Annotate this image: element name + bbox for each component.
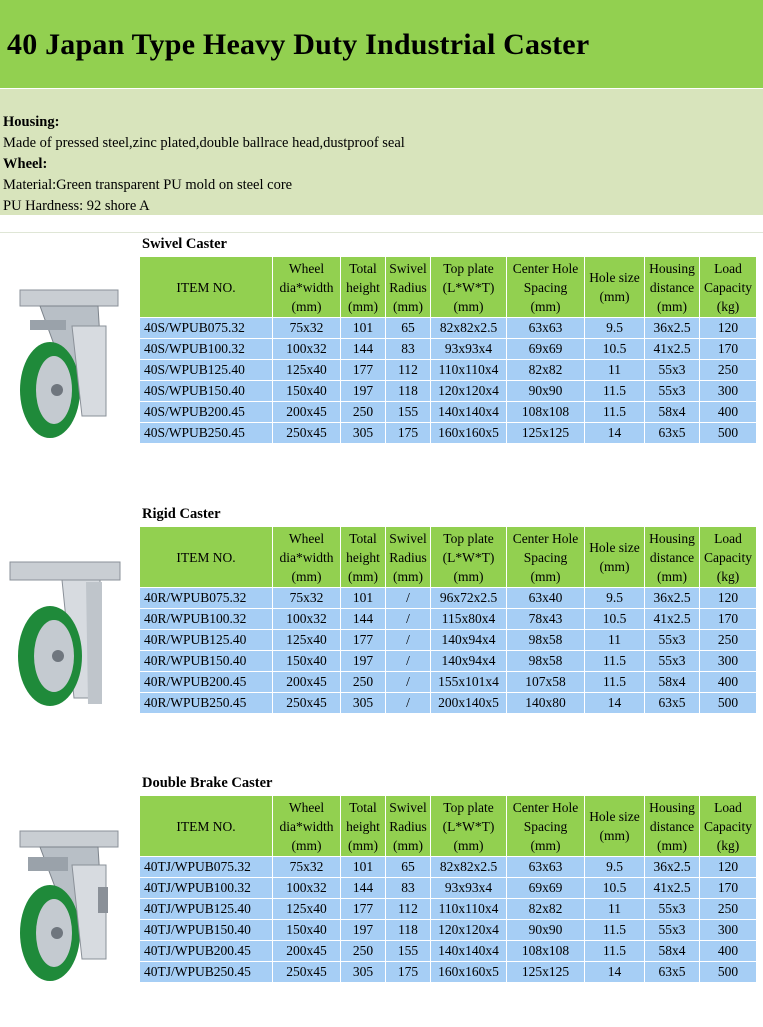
cell-plate: 110x110x4	[431, 360, 507, 381]
header-cell-height: Total height (mm)	[341, 796, 386, 857]
table-header-row	[140, 257, 757, 318]
cell-housing: 55x3	[645, 920, 700, 941]
cell-load: 170	[700, 339, 757, 360]
cell-wheel: 200x45	[273, 402, 341, 423]
cell-hole-spacing: 63x40	[507, 588, 585, 609]
table-row	[140, 651, 757, 672]
header-cell-housing: Housing distance (mm)	[645, 527, 700, 588]
cell-item: 40R/WPUB150.40	[140, 651, 273, 672]
wheel-hardness: PU Hardness: 92 shore A	[3, 198, 150, 214]
cell-item: 40TJ/WPUB075.32	[140, 857, 273, 878]
cell-item: 40S/WPUB200.45	[140, 402, 273, 423]
header-cell-load: Load Capacity (kg)	[700, 796, 757, 857]
cell-wheel: 200x45	[273, 941, 341, 962]
cell-wheel: 100x32	[273, 878, 341, 899]
cell-wheel: 200x45	[273, 672, 341, 693]
cell-load: 300	[700, 381, 757, 402]
cell-load: 170	[700, 878, 757, 899]
cell-plate: 140x140x4	[431, 402, 507, 423]
cell-item: 40S/WPUB100.32	[140, 339, 273, 360]
cell-height: 177	[341, 360, 386, 381]
cell-housing: 55x3	[645, 899, 700, 920]
table-row	[140, 899, 757, 920]
cell-item: 40TJ/WPUB125.40	[140, 899, 273, 920]
cell-hole-size: 11.5	[585, 381, 645, 402]
cell-plate: 82x82x2.5	[431, 318, 507, 339]
header-cell-hole-size: Hole size (mm)	[585, 527, 645, 588]
swivel-caster-photo	[2, 286, 136, 451]
cell-load: 400	[700, 941, 757, 962]
cell-housing: 41x2.5	[645, 878, 700, 899]
cell-hole-spacing: 98x58	[507, 651, 585, 672]
cell-plate: 160x160x5	[431, 423, 507, 444]
header-cell-item: ITEM NO.	[140, 796, 273, 857]
cell-hole-size: 11.5	[585, 651, 645, 672]
cell-hole-size: 11.5	[585, 920, 645, 941]
cell-radius: 118	[386, 920, 431, 941]
cell-height: 101	[341, 588, 386, 609]
section-title: Swivel Caster	[142, 236, 227, 252]
cell-item: 40S/WPUB150.40	[140, 381, 273, 402]
cell-wheel: 100x32	[273, 339, 341, 360]
cell-hole-spacing: 125x125	[507, 962, 585, 983]
cell-radius: /	[386, 693, 431, 714]
cell-height: 305	[341, 693, 386, 714]
table-row	[140, 941, 757, 962]
cell-load: 120	[700, 857, 757, 878]
cell-plate: 115x80x4	[431, 609, 507, 630]
cell-radius: 65	[386, 318, 431, 339]
cell-height: 144	[341, 878, 386, 899]
cell-wheel: 150x40	[273, 651, 341, 672]
cell-hole-spacing: 90x90	[507, 381, 585, 402]
cell-housing: 36x2.5	[645, 318, 700, 339]
cell-height: 144	[341, 339, 386, 360]
cell-height: 101	[341, 857, 386, 878]
cell-radius: 112	[386, 899, 431, 920]
cell-wheel: 75x32	[273, 318, 341, 339]
header-cell-height: Total height (mm)	[341, 527, 386, 588]
header-cell-radius: Swivel Radius (mm)	[386, 796, 431, 857]
cell-plate: 96x72x2.5	[431, 588, 507, 609]
cell-wheel: 125x40	[273, 360, 341, 381]
cell-wheel: 125x40	[273, 630, 341, 651]
cell-item: 40R/WPUB075.32	[140, 588, 273, 609]
cell-hole-size: 14	[585, 423, 645, 444]
cell-wheel: 250x45	[273, 962, 341, 983]
cell-load: 250	[700, 899, 757, 920]
cell-height: 250	[341, 672, 386, 693]
table-row	[140, 878, 757, 899]
cell-height: 197	[341, 651, 386, 672]
cell-hole-spacing: 108x108	[507, 402, 585, 423]
cell-item: 40TJ/WPUB250.45	[140, 962, 273, 983]
header-cell-load: Load Capacity (kg)	[700, 257, 757, 318]
cell-radius: /	[386, 630, 431, 651]
cell-item: 40R/WPUB250.45	[140, 693, 273, 714]
wheel-material: Material:Green transparent PU mold on steel core	[3, 177, 293, 193]
cell-wheel: 150x40	[273, 381, 341, 402]
cell-hole-spacing: 69x69	[507, 339, 585, 360]
cell-housing: 41x2.5	[645, 339, 700, 360]
cell-housing: 55x3	[645, 651, 700, 672]
cell-item: 40R/WPUB200.45	[140, 672, 273, 693]
cell-radius: 83	[386, 878, 431, 899]
wheel-label: Wheel:	[3, 156, 48, 172]
header-cell-radius: Swivel Radius (mm)	[386, 527, 431, 588]
spec-table	[139, 256, 757, 444]
cell-radius: 155	[386, 402, 431, 423]
cell-hole-size: 10.5	[585, 609, 645, 630]
cell-item: 40TJ/WPUB200.45	[140, 941, 273, 962]
cell-height: 177	[341, 630, 386, 651]
table-row	[140, 381, 757, 402]
cell-hole-spacing: 78x43	[507, 609, 585, 630]
cell-load: 500	[700, 693, 757, 714]
cell-wheel: 250x45	[273, 423, 341, 444]
cell-radius: /	[386, 588, 431, 609]
cell-hole-size: 14	[585, 693, 645, 714]
cell-load: 120	[700, 318, 757, 339]
table-row	[140, 609, 757, 630]
spec-table	[139, 795, 757, 983]
cell-hole-size: 11.5	[585, 402, 645, 423]
header-cell-item: ITEM NO.	[140, 257, 273, 318]
table-row	[140, 857, 757, 878]
cell-housing: 41x2.5	[645, 609, 700, 630]
cell-hole-spacing: 63x63	[507, 857, 585, 878]
cell-hole-size: 11	[585, 899, 645, 920]
cell-plate: 160x160x5	[431, 962, 507, 983]
cell-hole-size: 11	[585, 630, 645, 651]
divider	[0, 232, 763, 233]
cell-housing: 55x3	[645, 381, 700, 402]
cell-load: 300	[700, 651, 757, 672]
header-cell-plate: Top plate (L*W*T) (mm)	[431, 257, 507, 318]
cell-housing: 63x5	[645, 962, 700, 983]
table-row	[140, 360, 757, 381]
spec-table	[139, 526, 757, 714]
cell-radius: 155	[386, 941, 431, 962]
cell-housing: 63x5	[645, 423, 700, 444]
header-cell-plate: Top plate (L*W*T) (mm)	[431, 796, 507, 857]
cell-height: 305	[341, 962, 386, 983]
cell-hole-spacing: 98x58	[507, 630, 585, 651]
table-row	[140, 402, 757, 423]
header-cell-hole-size: Hole size (mm)	[585, 257, 645, 318]
cell-hole-size: 9.5	[585, 857, 645, 878]
cell-hole-size: 11	[585, 360, 645, 381]
cell-wheel: 100x32	[273, 609, 341, 630]
header-cell-housing: Housing distance (mm)	[645, 796, 700, 857]
cell-height: 250	[341, 402, 386, 423]
cell-load: 400	[700, 672, 757, 693]
header-cell-housing: Housing distance (mm)	[645, 257, 700, 318]
header-cell-height: Total height (mm)	[341, 257, 386, 318]
cell-hole-spacing: 125x125	[507, 423, 585, 444]
cell-radius: /	[386, 609, 431, 630]
table-row	[140, 630, 757, 651]
header-cell-wheel: Wheel dia*width (mm)	[273, 257, 341, 318]
page-title: 40 Japan Type Heavy Duty Industrial Caster	[7, 28, 590, 61]
header-cell-hole-spacing: Center Hole Spacing (mm)	[507, 796, 585, 857]
cell-housing: 58x4	[645, 672, 700, 693]
cell-radius: 175	[386, 423, 431, 444]
cell-item: 40R/WPUB125.40	[140, 630, 273, 651]
cell-hole-size: 9.5	[585, 588, 645, 609]
cell-item: 40TJ/WPUB100.32	[140, 878, 273, 899]
cell-hole-spacing: 82x82	[507, 360, 585, 381]
cell-plate: 110x110x4	[431, 899, 507, 920]
cell-height: 101	[341, 318, 386, 339]
cell-radius: 175	[386, 962, 431, 983]
cell-housing: 63x5	[645, 693, 700, 714]
rigid-caster-photo	[2, 558, 136, 723]
cell-item: 40R/WPUB100.32	[140, 609, 273, 630]
housing-text: Made of pressed steel,zinc plated,double ballrace head,dustproof seal	[3, 135, 405, 151]
cell-housing: 55x3	[645, 630, 700, 651]
cell-wheel: 150x40	[273, 920, 341, 941]
cell-load: 500	[700, 423, 757, 444]
cell-item: 40S/WPUB075.32	[140, 318, 273, 339]
table-row	[140, 318, 757, 339]
table-row	[140, 962, 757, 983]
table-row	[140, 920, 757, 941]
cell-height: 305	[341, 423, 386, 444]
cell-hole-spacing: 82x82	[507, 899, 585, 920]
cell-item: 40S/WPUB125.40	[140, 360, 273, 381]
cell-height: 250	[341, 941, 386, 962]
cell-plate: 120x120x4	[431, 381, 507, 402]
cell-load: 250	[700, 630, 757, 651]
section-title: Rigid Caster	[142, 506, 221, 522]
cell-item: 40S/WPUB250.45	[140, 423, 273, 444]
header-cell-item: ITEM NO.	[140, 527, 273, 588]
cell-hole-size: 14	[585, 962, 645, 983]
table-row	[140, 423, 757, 444]
cell-load: 500	[700, 962, 757, 983]
cell-plate: 140x94x4	[431, 651, 507, 672]
title-bar	[0, 0, 763, 88]
cell-plate: 93x93x4	[431, 339, 507, 360]
double-brake-caster-photo	[2, 827, 136, 992]
cell-height: 177	[341, 899, 386, 920]
cell-hole-spacing: 107x58	[507, 672, 585, 693]
cell-radius: 83	[386, 339, 431, 360]
cell-item: 40TJ/WPUB150.40	[140, 920, 273, 941]
table-row	[140, 672, 757, 693]
cell-load: 170	[700, 609, 757, 630]
table-row	[140, 339, 757, 360]
header-cell-hole-spacing: Center Hole Spacing (mm)	[507, 527, 585, 588]
cell-load: 120	[700, 588, 757, 609]
header-cell-wheel: Wheel dia*width (mm)	[273, 796, 341, 857]
info-panel	[0, 89, 763, 215]
cell-plate: 120x120x4	[431, 920, 507, 941]
cell-hole-size: 9.5	[585, 318, 645, 339]
cell-wheel: 75x32	[273, 857, 341, 878]
cell-hole-spacing: 69x69	[507, 878, 585, 899]
cell-plate: 155x101x4	[431, 672, 507, 693]
cell-radius: /	[386, 651, 431, 672]
table-header-row	[140, 527, 757, 588]
header-cell-plate: Top plate (L*W*T) (mm)	[431, 527, 507, 588]
cell-housing: 58x4	[645, 402, 700, 423]
cell-radius: /	[386, 672, 431, 693]
header-cell-hole-spacing: Center Hole Spacing (mm)	[507, 257, 585, 318]
cell-housing: 36x2.5	[645, 857, 700, 878]
cell-hole-size: 10.5	[585, 339, 645, 360]
cell-radius: 118	[386, 381, 431, 402]
cell-load: 300	[700, 920, 757, 941]
table-row	[140, 588, 757, 609]
cell-height: 144	[341, 609, 386, 630]
cell-hole-size: 10.5	[585, 878, 645, 899]
header-cell-wheel: Wheel dia*width (mm)	[273, 527, 341, 588]
cell-height: 197	[341, 920, 386, 941]
cell-hole-spacing: 90x90	[507, 920, 585, 941]
cell-hole-size: 11.5	[585, 672, 645, 693]
header-cell-radius: Swivel Radius (mm)	[386, 257, 431, 318]
table-header-row	[140, 796, 757, 857]
cell-hole-spacing: 108x108	[507, 941, 585, 962]
cell-wheel: 125x40	[273, 899, 341, 920]
cell-plate: 82x82x2.5	[431, 857, 507, 878]
cell-hole-spacing: 140x80	[507, 693, 585, 714]
housing-label: Housing:	[3, 114, 60, 130]
cell-hole-spacing: 63x63	[507, 318, 585, 339]
cell-load: 250	[700, 360, 757, 381]
cell-wheel: 75x32	[273, 588, 341, 609]
cell-plate: 200x140x5	[431, 693, 507, 714]
table-row	[140, 693, 757, 714]
cell-plate: 93x93x4	[431, 878, 507, 899]
cell-housing: 58x4	[645, 941, 700, 962]
cell-load: 400	[700, 402, 757, 423]
cell-radius: 112	[386, 360, 431, 381]
cell-housing: 36x2.5	[645, 588, 700, 609]
cell-height: 197	[341, 381, 386, 402]
cell-hole-size: 11.5	[585, 941, 645, 962]
cell-wheel: 250x45	[273, 693, 341, 714]
cell-housing: 55x3	[645, 360, 700, 381]
header-cell-load: Load Capacity (kg)	[700, 527, 757, 588]
section-title: Double Brake Caster	[142, 775, 273, 791]
cell-radius: 65	[386, 857, 431, 878]
cell-plate: 140x94x4	[431, 630, 507, 651]
header-cell-hole-size: Hole size (mm)	[585, 796, 645, 857]
cell-plate: 140x140x4	[431, 941, 507, 962]
